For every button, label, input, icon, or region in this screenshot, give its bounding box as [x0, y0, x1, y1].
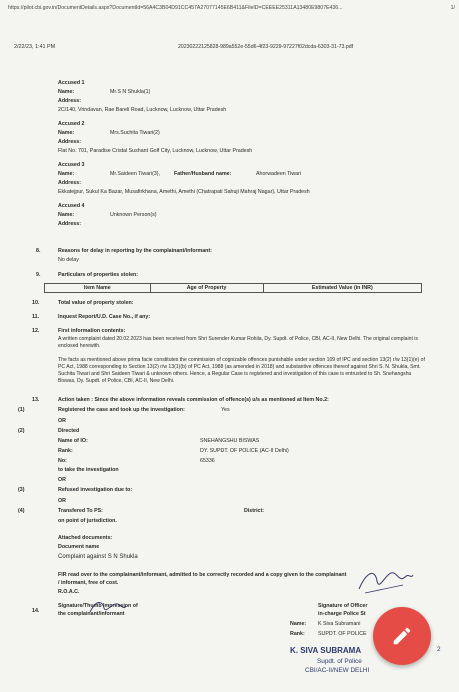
io-rank-value: DY. SUPDT. OF POLICE (AC-II Delhi) [200, 448, 289, 454]
properties-table-header [45, 284, 422, 293]
accused-1-heading: Accused 1 [58, 80, 85, 86]
accused-2-address: Flat No. 701, Paradise Cristal Sushant Golf City, Lucknow, Lucknow, Uttar Pradesh [58, 148, 253, 154]
accused-1-address: 2C/140, Vrindavan, Rae Bareli Road, Lucknow, Lucknow, Uttar Pradesh [58, 107, 227, 113]
stamp-page-mark: 2 [437, 646, 441, 653]
accused-3-heading: Accused 3 [58, 162, 85, 168]
item-10-number: 10. [32, 300, 40, 306]
accused-3-address: Ekkatejpur, Sukul Ka Bazar, Musafirkhana, Amethi, Amethi (Chatrapati Sahuji Mahraj Nagar), Uttar Pradesh [58, 189, 310, 195]
item-12-number: 12. [32, 328, 40, 334]
document-name-value: Complaint against S N Shukla [58, 554, 138, 560]
officer-name-label: Name: [290, 621, 307, 627]
option-3-label: Refused investigation due to: [58, 487, 133, 493]
column-header-age: Age of Property [150, 284, 263, 293]
complainant-signature-scribble [88, 596, 128, 618]
item-10-label: Total value of property stolen: [58, 300, 134, 306]
option-3-number: (3) [18, 487, 25, 493]
or-label-1: OR [58, 418, 66, 424]
option-4-label: Transfered To PS: [58, 508, 103, 514]
officer-signature-label-2: in-charge Police St [318, 611, 366, 617]
io-name-value: SNEHANGSHU BISWAS [200, 438, 260, 444]
jurisdiction-label: on point of jurisdiction. [58, 518, 117, 524]
item-12-label: First information contents: [58, 328, 126, 334]
accused-4-name: Unknown Person(s) [110, 212, 157, 218]
item-8-label: Reasons for delay in reporting by the complainant/informant: [58, 248, 212, 254]
officer-name-value: K Siva Subramani [318, 621, 361, 627]
accused-4-name-label: Name: [58, 212, 75, 218]
item-11-label: Inquest Report/U.D. Case No., if any: [58, 314, 151, 320]
officer-stamp-line-1: K. SIVA SUBRAMA [290, 646, 362, 655]
fir-contents-paragraph-2: The facts as mentioned above prima facie constitutes the commission of cognizable offences punishable under section 109 of IPC and section 13(2) r/w 13(1)(e) of PC Act, 1988 corresponding to Section 13(2) r/w 13(1)(b) of PC Act, 1988 (as amended in 2018) and substantive offences thereof against Shri S. N. Shukla, Smt. Suchita Tiwari and Shri Saideen Tiwari & unknown others. Hence, a Regular Case is registered and investigation of this case is entrusted to Sh. Snehangshu Biswas, Dy. Supdt. of Police, CBI, AC-II, New Delhi. [58, 357, 425, 384]
url-header: https://pilot.cbi.gov.in/DocumentDetails.aspx?DocumentId=56A4C3B04D91CC457A27077145E6B411&FileID=CEEEE25311A13480E9807E436... [8, 5, 343, 11]
accused-1-name-label: Name: [58, 89, 75, 95]
officer-signature-label-1: Signature of Officer [318, 603, 368, 609]
edit-fab-button[interactable] [373, 607, 431, 665]
accused-3-father: Ahorwadeen Tiwari [256, 171, 302, 177]
complainant-signature-label-2: the complainant/informant [58, 611, 125, 617]
or-label-2: OR [58, 477, 66, 483]
pencil-icon [391, 625, 413, 647]
print-date: 2/22/23, 1:41 PM [14, 44, 56, 50]
district-label: District: [244, 508, 265, 514]
properties-table [44, 283, 422, 293]
option-1-value: Yes [221, 407, 230, 413]
fir-read-over-text-1: FIR read over to the complainant/informant, admitted to be correctly recorded and a copy given to the complainant [58, 572, 347, 578]
io-number-label: No: [58, 458, 67, 464]
accused-3-father-label: Father/Husband name: [174, 171, 232, 177]
item-9-number: 9. [36, 272, 41, 278]
item-8-number: 8. [36, 248, 41, 254]
accused-1-address-label: Address: [58, 98, 81, 104]
accused-2-name-label: Name: [58, 130, 75, 136]
option-4-number: (4) [18, 508, 25, 514]
file-name: 20230222125828-989a552e-55d6-4f23-9229-97227f02dcda-6303-31-73.pdf [178, 44, 354, 50]
officer-stamp-line-2: Supdt. of Police [317, 658, 362, 665]
or-label-3: OR [58, 498, 66, 504]
column-header-item-name: Item Name [45, 284, 151, 293]
officer-rank-label: Rank: [290, 631, 305, 637]
accused-4-heading: Accused 4 [58, 203, 85, 209]
option-1-label: Registered the case and took up the investigation: [58, 407, 185, 413]
item-13-label: Action taken : Since the above information reveals commission of offence(s) u/s as mentioned at Item No.2: [58, 397, 329, 403]
item-9-label: Particulars of properties stolen: [58, 272, 139, 278]
complainant-signature-label-1: Signature/Thumb Impression of [58, 603, 138, 609]
accused-4-address-label: Address: [58, 221, 81, 227]
io-number-value: 65336 [200, 458, 215, 464]
roac-label: R.O.A.C. [58, 589, 80, 595]
officer-rank-value: SUPDT. OF POLICE [318, 631, 367, 637]
officer-stamp-line-3: CBI/AC-II/NEW DELHI [305, 667, 370, 674]
accused-3-address-label: Address: [58, 180, 81, 186]
option-2-number: (2) [18, 428, 25, 434]
item-14-number: 14. [32, 608, 40, 614]
fir-contents-paragraph-1: A written complaint dated 20.02.2023 has been received from Shri Surender Kumar Rohila, Dy. Supdt. of Police, CBI, AC-II, New Delhi. The original complaint is enclosed herewith. [58, 336, 418, 349]
item-11-number: 11. [32, 314, 40, 320]
accused-3-name-label: Name: [58, 171, 75, 177]
accused-2-name: Mrs.Suchita Tiwari(2) [110, 130, 160, 136]
accused-2-address-label: Address: [58, 139, 81, 145]
accused-1-name: Mr.S N Shukla(1) [110, 89, 151, 95]
option-1-number: (1) [18, 407, 25, 413]
item-13-number: 13. [32, 397, 40, 403]
officer-signature-scribble [355, 565, 415, 597]
accused-2-heading: Accused 2 [58, 121, 85, 127]
io-rank-label: Rank: [58, 448, 73, 454]
take-investigation-label: to take the investigation [58, 467, 119, 473]
column-header-value: Estimated Value (in INR) [263, 284, 421, 293]
attached-documents-label: Attached documents: [58, 535, 113, 541]
fir-read-over-text-2: / informant, free of cost. [58, 580, 119, 586]
page-number: 1/ [450, 5, 455, 11]
accused-3-name: Mr.Saideen Tiwari(3), [110, 171, 161, 177]
io-name-label: Name of IO: [58, 438, 88, 444]
option-2-label: Directed [58, 428, 80, 434]
document-name-label: Document name [58, 544, 100, 550]
item-8-value: No delay [58, 257, 79, 263]
